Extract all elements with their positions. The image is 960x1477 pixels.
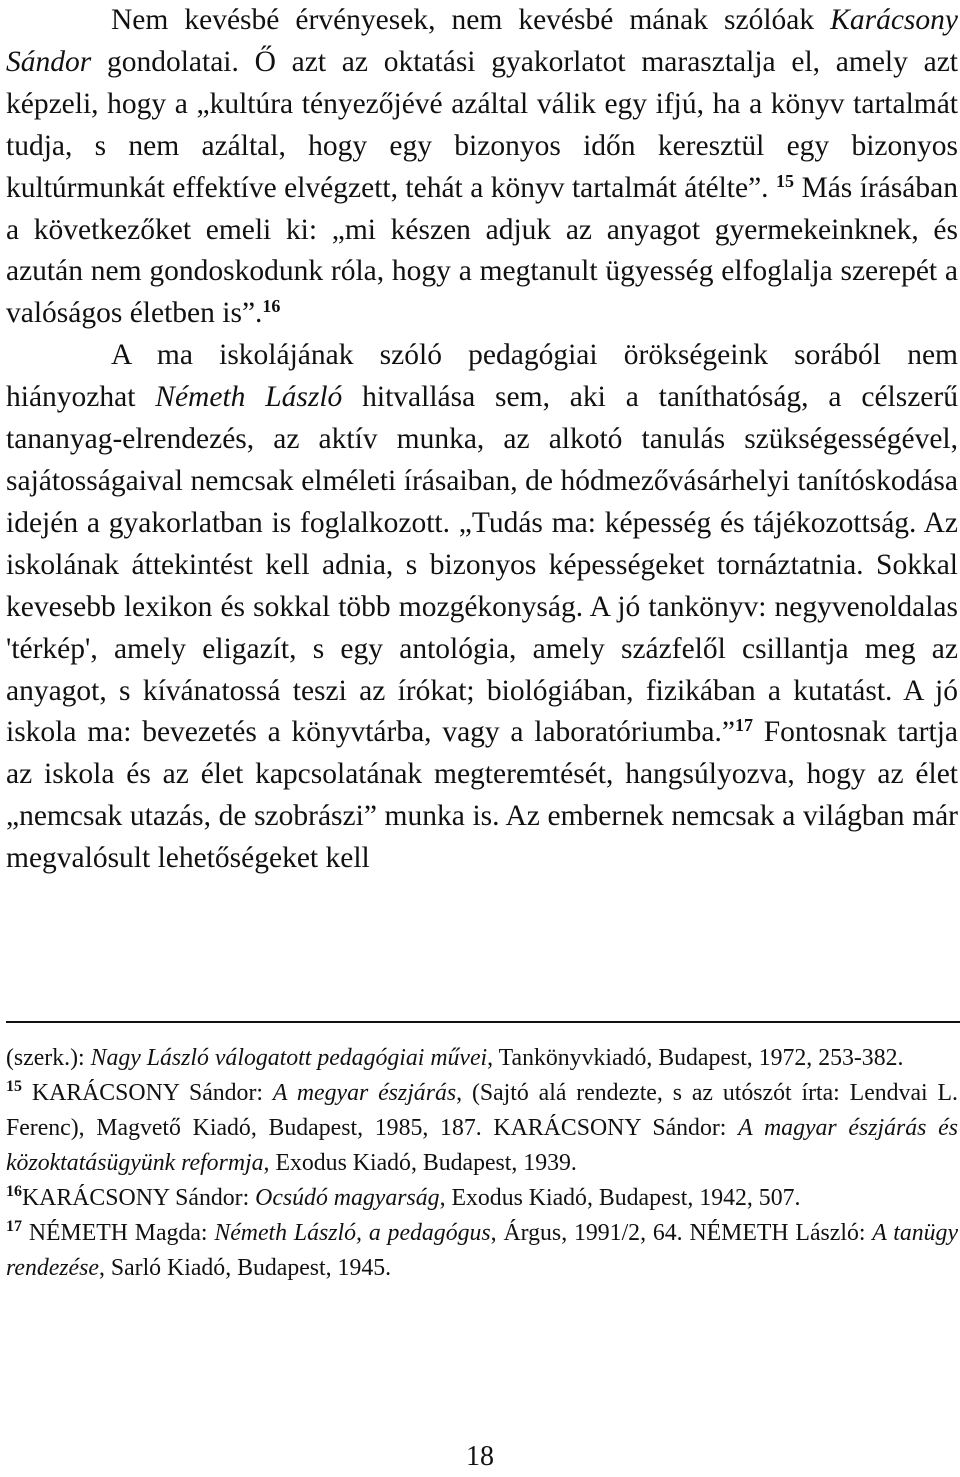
text-run: hitvallása sem, aki a taníthatóság, a célszerű tananyag-elrendezés, az aktív munka, az alkotó tanulás szükségességével, sajátosságaival nemcsak elméleti írásaiban, de hódmezővásárhelyi tanítóskodása idején a gyakorlatban is foglalkozott. „Tudás ma: képesség és tájékozottság. Az iskolának áttekintést kell adnia, s bizonyos képességeket tornáztatnia. Sokkal kevesebb lexikon és sokkal több mozgékonyság. A jó tankönyv: negyvenoldalas 'térkép', amely eligazít, s egy antológia, amely százfelől csillantja meg az anyagot, s kívánatossá teszi az írókat; biológiában, fizikában a kutatást. A jó iskola ma: bevezetés a könyvtárba, vagy a laboratóriumba.” <box>6 381 958 749</box>
text-run: Fontosnak tartja az iskola és az élet kapcsolatának megteremtését, hangsúlyozva, hogy az élet „nemcsak utazás, de szobrászi” munka is. Az embernek nemcsak a világban már megvalósult lehetőségeket kell <box>6 716 958 875</box>
text-run: A ma iskolájának szóló pedagógiai örökségeink sorából nem hiányozhat <box>6 339 958 414</box>
footnote-number: 15 <box>6 1078 22 1095</box>
text-run: gondolatai. Ő azt az oktatási gyakorlatot marasztalja el, amely azt képzeli, hogy a „kultúra tényezőjévé azáltal válik egy ifjú, ha a könyv tartalmát tudja, s nem azáltal, hogy egy bizonyos időn keresztül egy bizonyos kultúrmunkát effektíve elvégzett, tehát a könyv tartalmát átélte”. <box>6 45 958 204</box>
footnote-continued <box>6 1041 958 1076</box>
book-title: A tanügy rendezése <box>6 1220 959 1281</box>
footnote-separator <box>6 1021 960 1023</box>
text-run: NÉMETH Magda: <box>22 1220 215 1246</box>
book-title: A megyar észjárás <box>272 1080 457 1106</box>
book-title: Németh László, a pedagógus <box>214 1220 491 1246</box>
text-run: (szerk.): <box>6 1045 91 1071</box>
paragraph-nemeth <box>6 335 958 880</box>
text-run: KARÁCSONY Sándor: <box>22 1185 256 1211</box>
footnote-ref-17[interactable]: 17 <box>734 715 753 736</box>
footnote-17 <box>6 1216 958 1286</box>
text-run: , Sarló Kiadó, Budapest, 1945. <box>98 1255 392 1281</box>
author-name: Karácsony Sándor <box>6 4 958 78</box>
page-number: 18 <box>466 1441 494 1472</box>
footnote-number: 16 <box>6 1183 22 1200</box>
author-name: Németh László <box>155 381 343 414</box>
footnote-ref-16[interactable]: 16 <box>262 296 281 317</box>
text-run: , Exodus Kiadó, Budapest, 1942, 507. <box>439 1185 801 1211</box>
footnotes <box>6 1041 958 1286</box>
book-title: A magyar észjárás és közoktatásügyünk reformja <box>6 1115 958 1176</box>
main-text <box>6 0 958 880</box>
book-title: Nagy László válogatott pedagógiai művei <box>90 1045 488 1071</box>
text-run: , (Sajtó alá rendezte, s az utószót írta: Lendvai L. Ferenc), Magvető Kiadó, Budapest, 1985, 187. KARÁCSONY Sándor: <box>6 1080 958 1141</box>
text-run: , Tankönyvkiadó, Budapest, 1972, 253-382. <box>487 1045 904 1071</box>
text-run: Más írásában a következőket emeli ki: „mi készen adjuk az anyagot gyermekeinknek, és azután nem gondoskodunk róla, hogy a megtanult ügyesség elfoglalja szerepét a valóságos életben is”. <box>6 171 958 330</box>
footnote-number: 17 <box>6 1218 22 1235</box>
text-run: , Exodus Kiadó, Budapest, 1939. <box>263 1150 577 1176</box>
text-run: , Árgus, 1991/2, 64. NÉMETH László: <box>490 1220 873 1246</box>
paragraph-karacsony <box>6 0 958 335</box>
book-title: Ocsúdó magyarság <box>255 1185 440 1211</box>
text-run: Nem kevésbé érvényesek, nem kevésbé mának szólóak <box>111 4 815 36</box>
footnote-15 <box>6 1076 958 1181</box>
footnote-16 <box>6 1181 958 1216</box>
footnote-ref-15[interactable]: 15 <box>776 170 795 191</box>
text-run: KARÁCSONY Sándor: <box>22 1080 273 1106</box>
